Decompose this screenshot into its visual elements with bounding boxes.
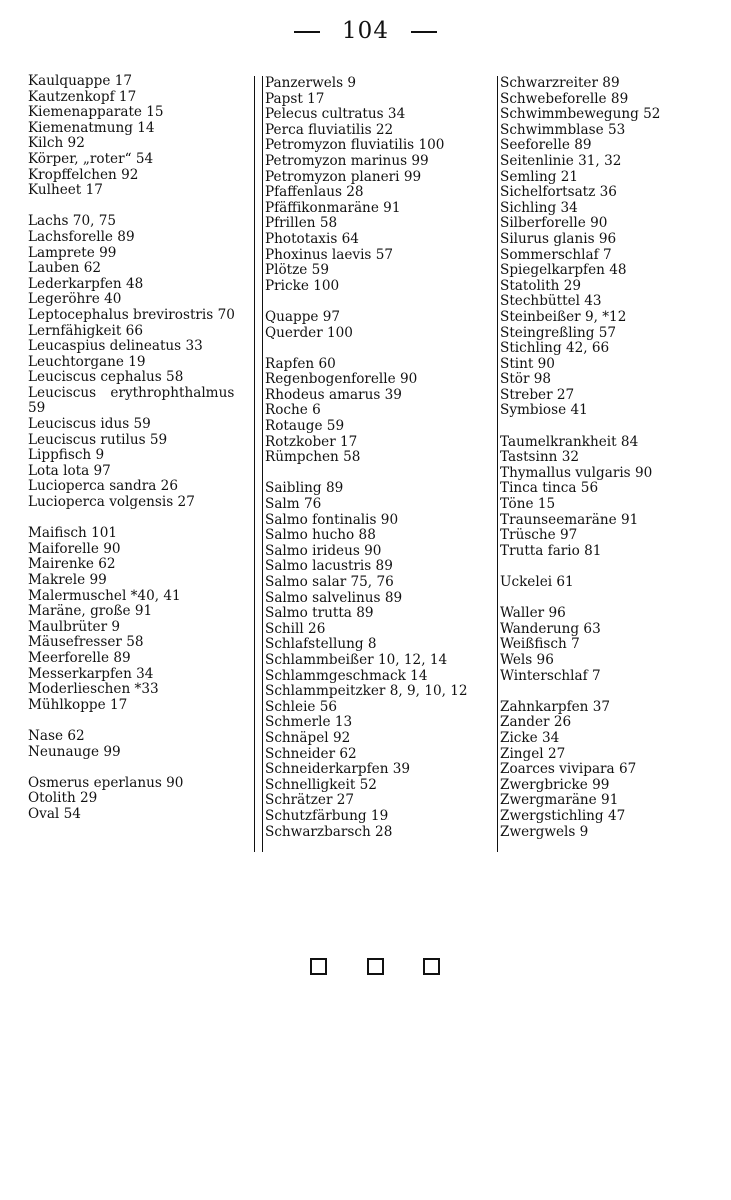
group-gap [500,591,700,607]
index-entry: Leuciscus erythrophthalmus 59 [28,384,235,417]
index-entry: Pfaffenlaus 28 [265,184,364,201]
group-gap [28,199,250,215]
index-entry: Steinbeißer 9, *12 [500,308,627,325]
index-entry: Schwarzbarsch 28 [265,823,393,840]
index-entry: Salmo lacustris 89 [265,558,393,575]
index-entry: Wels 96 [500,651,554,668]
index-entry: Trutta fario 81 [500,542,602,559]
index-entry: Legeröhre 40 [28,291,122,308]
index-entry: Maulbrüter 9 [28,618,121,635]
index-entry: Mäusefresser 58 [28,634,144,651]
index-entry: Stör 98 [500,371,552,388]
index-entry: Makrele 99 [28,572,107,588]
index-entry: Spiegelkarpfen 48 [500,262,627,279]
index-entry: Körper, „roter“ 54 [28,150,154,167]
index-entry: Tinca tinca 56 [500,480,599,497]
index-entry: Maräne, große 91 [28,603,153,620]
index-entry: Pricke 100 [265,277,340,294]
index-entry: Silurus glanis 96 [500,230,617,247]
index-entry: Stint 90 [500,355,555,372]
index-entry: Leuciscus idus 59 [28,416,151,433]
index-entry: Leuciscus cephalus 58 [28,369,184,386]
index-entry: Schmerle 13 [265,714,353,731]
index-entry: Zwergbricke 99 [500,776,610,793]
index-entry: Mairenke 62 [28,556,116,573]
index-entry: Plötze 59 [265,262,329,279]
index-entry: Perca fluviatilis 22 [265,121,394,138]
index-entry: Schnelligkeit 52 [265,776,377,793]
index-entry: Schnäpel 92 [265,729,351,746]
index-entry: Maiforelle 90 [28,540,121,557]
index-entry: Seeforelle 89 [500,137,592,154]
index-entry: Sommerschlaf 7 [500,246,612,263]
index-entry: Quappe 97 [265,308,341,325]
index-entry: Uckelei 61 [500,574,574,590]
index-entry: Streber 27 [500,386,575,403]
index-entry: Salm 76 [265,496,322,513]
footer-ornament [310,958,440,975]
index-entry: Leucaspius delineatus 33 [28,338,203,355]
index-entry: Weißfisch 7 [500,636,580,653]
ornament-square [310,958,327,975]
index-entry: Lachs 70, 75 [28,213,117,230]
index-entry: Trüsche 97 [500,527,578,544]
index-entry: Lota lota 97 [28,462,111,479]
index-entry: Lederkarpfen 48 [28,275,144,292]
index-entry: Schlafstellung 8 [265,636,377,653]
index-entry: Moderlieschen *33 [28,681,159,698]
index-entry: Panzerwels 9 [265,75,357,91]
index-entry: Schill 26 [265,620,326,637]
index-entry: Schwimmblase 53 [500,121,626,138]
index-entry: Sichelfortsatz 36 [500,184,617,201]
index-entry: Querder 100 [265,324,353,341]
index-entry: Silberforelle 90 [500,215,608,232]
index-entry: Rotzkober 17 [265,433,358,450]
index-entry: Schutzfärbung 19 [265,807,389,824]
index-entry: Messerkarpfen 34 [28,665,154,682]
index-entry: Schwebeforelle 89 [500,90,629,107]
index-entry: Schrätzer 27 [265,792,355,809]
index-entry: Lamprete 99 [28,244,117,261]
index-entry: Petromyzon marinus 99 [265,152,429,169]
index-entry: Rümpchen 58 [265,449,361,466]
index-entry: Zander 26 [500,714,572,731]
index-entry: Rapfen 60 [265,355,336,372]
index-entry: Salmo salar 75, 76 [265,574,394,590]
index-entry: Kautzenkopf 17 [28,88,137,105]
index-entry: Schlammgeschmack 14 [265,667,428,684]
index-entry: Kilch 92 [28,135,85,152]
index-entry: Rhodeus amarus 39 [265,386,402,403]
index-entry: Steingreßling 57 [500,324,617,341]
index-entry: Regenbogenforelle 90 [265,371,418,388]
index-entry: Leuchtorgane 19 [28,353,146,370]
index-entry: Salmo fontinalis 90 [265,511,399,528]
index-entry: Roche 6 [265,402,321,419]
index-entry: Traunseemaräne 91 [500,511,639,528]
group-gap [265,294,493,310]
index-entry: Tastsinn 32 [500,449,580,466]
index-entry: Lernfähigkeit 66 [28,322,143,339]
index-entry: Phoxinus laevis 57 [265,246,394,263]
index-entry: Töne 15 [500,496,556,513]
index-entry: Malermuschel *40, 41 [28,587,181,604]
index-entry: Zahnkarpfen 37 [500,698,611,715]
index-entry: Seitenlinie 31, 32 [500,152,622,169]
index-entry: Neunauge 99 [28,743,121,760]
index-entry: Petromyzon fluviatilis 100 [265,137,445,154]
index-entry: Kulheet 17 [28,182,103,199]
index-entry: Zwergwels 9 [500,823,589,840]
index-entry: Leuciscus rutilus 59 [28,431,168,448]
index-entry: Pelecus cultratus 34 [265,106,406,123]
index-entry: Waller 96 [500,605,566,622]
index-entry: Sichling 34 [500,199,578,216]
index-entry: Salmo irideus 90 [265,542,382,559]
group-gap [500,559,700,575]
index-column-1 [28,74,250,823]
index-entry: Salmo trutta 89 [265,605,374,622]
header-dash-left [294,31,320,33]
ornament-square [423,958,440,975]
index-entry: Oval 54 [28,805,81,822]
ornament-square [367,958,384,975]
index-entry: Mühlkoppe 17 [28,696,128,713]
index-entry: Stechbüttel 43 [500,293,602,310]
index-entry: Winterschlaf 7 [500,667,601,684]
index-entry: Salmo hucho 88 [265,527,376,544]
index-entry: Schleie 56 [265,698,338,715]
index-column-3 [497,76,700,852]
index-entry: Petromyzon planeri 99 [265,168,422,185]
index-column-2 [262,76,493,852]
index-entry: Schneider 62 [265,745,357,762]
group-gap [265,341,493,357]
header-dash-right [411,31,437,33]
index-entry: Taumelkrankheit 84 [500,433,639,450]
index-entry: Thymallus vulgaris 90 [500,464,653,481]
index-entry: Symbiose 41 [500,402,588,419]
group-gap [500,684,700,700]
index-entry: Lippfisch 9 [28,447,105,464]
index-entry: Salmo salvelinus 89 [265,589,403,606]
group-gap [28,511,250,527]
index-entry: Meerforelle 89 [28,649,131,666]
index-entry: Phototaxis 64 [265,230,359,247]
index-entry: Schlammpeitzker 8, 9, 10, 12 [265,683,468,700]
index-entry: Kropffelchen 92 [28,166,139,183]
index-entry: Kiemenapparate 15 [28,104,164,121]
index-entry: Semling 21 [500,168,579,185]
index-entry: Lauben 62 [28,260,102,277]
index-entry: Saibling 89 [265,480,344,497]
group-gap [265,466,493,482]
index-entry: Otolith 29 [28,790,98,807]
index-entry: Nase 62 [28,727,85,744]
index-entry: Schwarzreiter 89 [500,75,620,91]
group-gap [500,419,700,435]
index-entry: Statolith 29 [500,277,582,294]
page-number: 104 [342,18,389,44]
index-entry: Papst 17 [265,90,325,107]
index-entry: Lachsforelle 89 [28,228,135,245]
index-entry: Zingel 27 [500,745,566,762]
index-entry: Lucioperca volgensis 27 [28,494,195,511]
page-header [0,18,731,44]
index-entry: Schwimmbewegung 52 [500,106,661,123]
index-entry: Wanderung 63 [500,620,601,637]
index-entry: Rotauge 59 [265,418,345,435]
index-entry: Zwergmaräne 91 [500,792,619,809]
index-entry: Schneiderkarpfen 39 [265,761,411,778]
index-entry: Schlammbeißer 10, 12, 14 [265,651,448,668]
index-entry: Kaulquappe 17 [28,73,132,89]
index-entry: Maifisch 101 [28,525,118,542]
column-divider [254,76,255,852]
group-gap [28,760,250,776]
index-entry: Zicke 34 [500,729,560,746]
index-entry: Pfäffikonmaräne 91 [265,199,401,216]
index-entry: Osmerus eperlanus 90 [28,774,184,791]
index-entry: Leptocephalus brevirostris 70 [28,306,235,323]
index-entry: Zwergstichling 47 [500,807,626,824]
index-entry: Pfrillen 58 [265,215,338,232]
index-entry: Stichling 42, 66 [500,340,610,357]
group-gap [28,713,250,729]
index-entry: Kiemenatmung 14 [28,119,155,136]
index-entry: Zoarces vivipara 67 [500,761,637,778]
index-entry: Lucioperca sandra 26 [28,478,178,495]
